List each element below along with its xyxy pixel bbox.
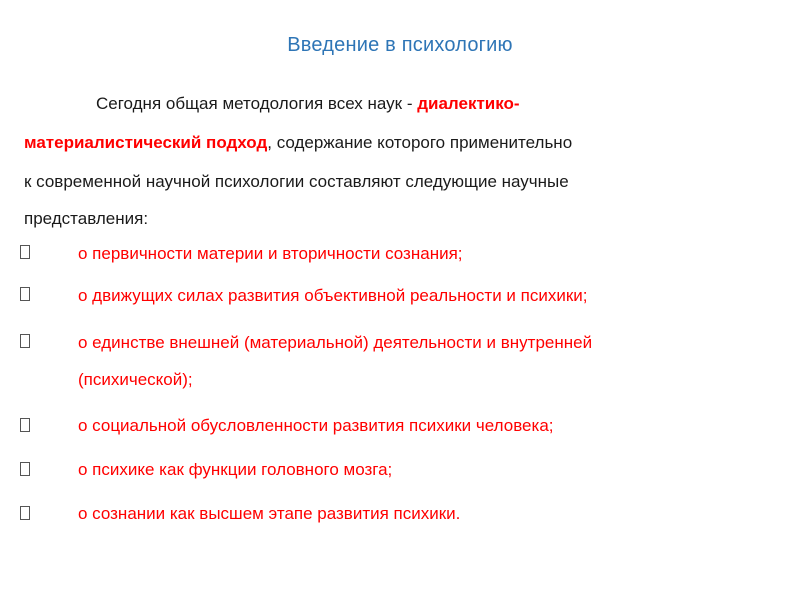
bullet-item: о движущих силах развития объективной реальности и психики; (78, 286, 588, 305)
bullet-item-continuation: (психической); (78, 370, 193, 389)
bullet-box-icon (20, 287, 30, 301)
bullet-box-icon (20, 245, 30, 259)
intro-line-4: представления: (24, 209, 149, 228)
bullet-item: о социальной обусловленности развития психики человека; (78, 416, 554, 435)
intro-line-1 (96, 94, 800, 114)
slide-title: Введение в психологию (287, 34, 513, 56)
intro-line-2-accent: материалистический подход (24, 133, 268, 152)
bullet-item: о психике как функции головного мозга; (78, 460, 393, 479)
intro-line-2-text: , содержание которого применительно (267, 133, 573, 152)
bullet-item: о первичности материи и вторичности сознания; (78, 244, 463, 263)
bullet-item: о сознании как высшем этапе развития психики. (78, 504, 461, 523)
intro-line-1-accent: диалектико- (417, 94, 520, 113)
bullet-item: о единстве внешней (материальной) деятельности и внутренней (78, 333, 593, 352)
bullet-box-icon (20, 462, 30, 476)
bullet-box-icon (20, 334, 30, 348)
intro-line-3: к современной научной психологии составляют следующие научные (24, 172, 569, 191)
intro-line-1-text: Сегодня общая методология всех наук - (96, 94, 418, 113)
bullet-box-icon (20, 418, 30, 432)
bullet-box-icon (20, 506, 30, 520)
intro-line-2 (24, 133, 764, 153)
